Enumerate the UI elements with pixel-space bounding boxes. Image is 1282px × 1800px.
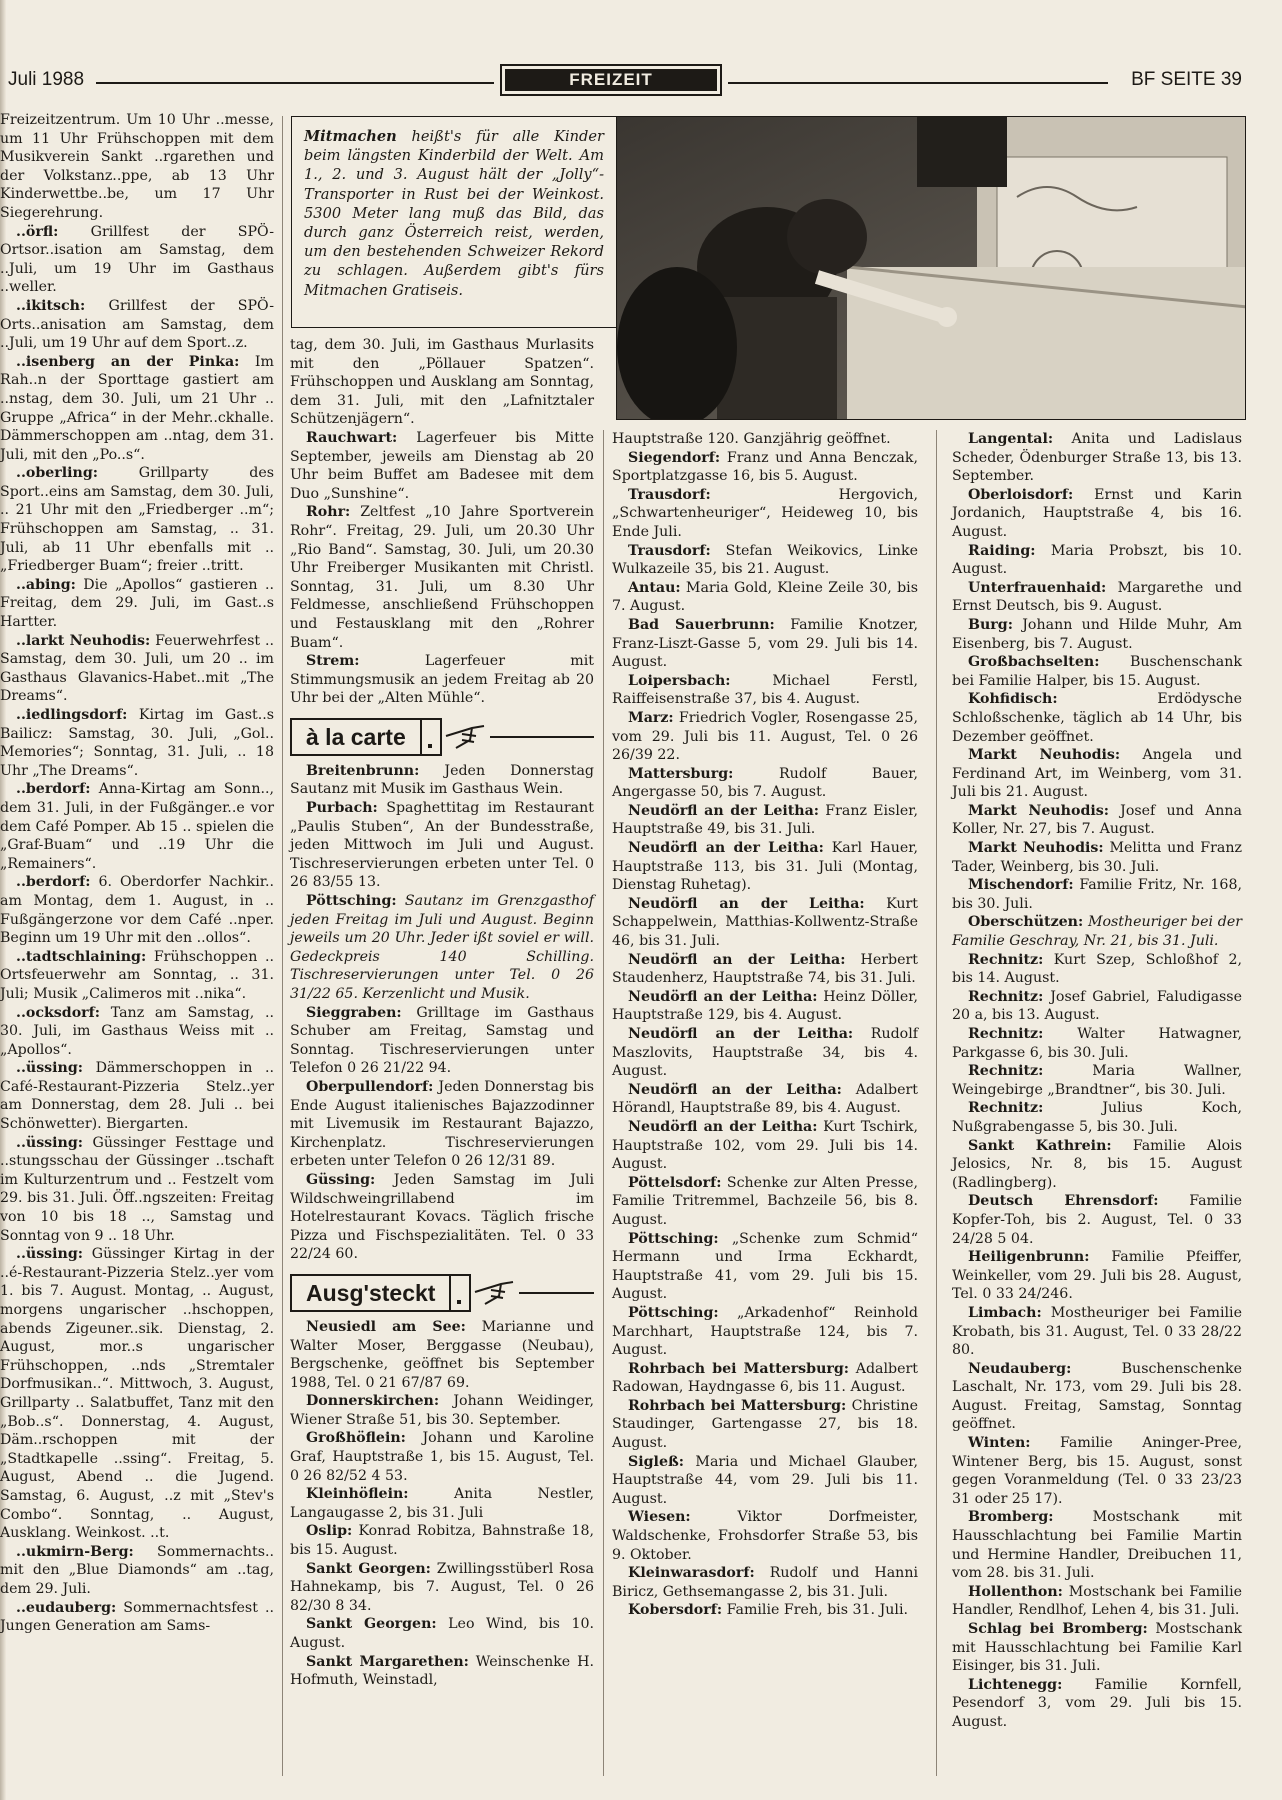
listing-entry <box>290 1560 594 1616</box>
listing-entry <box>612 672 918 709</box>
listing-entry <box>612 1397 918 1453</box>
listing-text: Michael Ferstl, Raiffeisenstraße 37, bis 4. August. <box>612 672 918 708</box>
listing-place: Neudörfl an der Leitha: <box>628 1026 854 1042</box>
listing-text: Christine Staudinger, Gartengasse 27, bis 18. August. <box>612 1397 918 1452</box>
listing-text: Grillfest der SPÖ-Ortsor..isation am Samstag, dem ..Juli, um 19 Uhr im Gasthaus ..weller. <box>0 223 274 296</box>
listing-text: Mostschank mit Hausschlachtung bei Familie Karl Eisinger, bis 31. Juli. <box>952 1621 1242 1675</box>
listing-place: Neudauberg: <box>968 1360 1072 1377</box>
listing-place: Güssing: <box>306 1171 376 1188</box>
listing-entry <box>290 1485 594 1522</box>
column-3 <box>612 430 918 1620</box>
listing-text: Franz und Anna Benczak, Sportplatzgasse 16, bis 5. August. <box>612 449 918 485</box>
listing-entry <box>612 895 918 951</box>
listing-place: Winten: <box>968 1435 1031 1452</box>
listing-place: Heiligenbrunn: <box>968 1249 1090 1266</box>
ausgsteckt-title: Ausg'steckt <box>290 1274 451 1312</box>
listing-entry <box>952 746 1242 802</box>
listing-place: Neusiedl am See: <box>306 1318 466 1335</box>
listing-entry <box>0 948 274 1004</box>
column-rule <box>936 430 937 1776</box>
column-rule <box>282 116 283 1776</box>
listing-place: Rohrbach bei Mattersburg: <box>628 1360 850 1377</box>
listing-entry <box>290 1653 594 1690</box>
listing-place: Kleinwarasdorf: <box>628 1565 755 1582</box>
listing-place: Loipersbach: <box>628 672 731 689</box>
listing-entry <box>0 1543 274 1599</box>
listing-text: Familie Kopfer-Toh, bis 2. August, Tel. 0 33 24/28 5 04. <box>952 1193 1242 1247</box>
listing-text: Spaghettitag im Restaurant „Paulis Stuben“, An der Bundesstraße, jeden Mittwoch im Juli und August. Tischreservierungen erbeten unter Tel. 0 26 83/55 13. <box>290 800 594 891</box>
listing-text: Melitta und Franz Tader, Weinberg, bis 30. Juli. <box>952 840 1242 875</box>
listing-place: ..ikitsch: <box>16 297 86 314</box>
listing-place: ..üssing: <box>16 1060 84 1077</box>
listing-place: Trausdorf: <box>628 542 711 559</box>
listing-entry <box>0 297 274 353</box>
listing-entry <box>612 1304 918 1360</box>
listing-place: Langental: <box>968 431 1054 447</box>
listing-text: Anna-Kirtag am Sonn.., dem 31. Juli, in der Fußgänger..e vor dem Café Pomper. Ab 15 .. spielen die „Graf-Buam“ und ..19 Uhr die „Remainers“. <box>0 781 274 872</box>
listing-place: Mischendorf: <box>968 877 1074 894</box>
listing-text: Maria Gold, Kleine Zeile 30, bis 7. August. <box>612 579 918 615</box>
listing-place: Neudörfl an der Leitha: <box>628 840 824 857</box>
listing-text: Weinschenke H. Hofmuth, Weinstadl, <box>290 1653 594 1689</box>
listing-text: Rudolf Maszlovits, Hauptstraße 34, bis 4. August. <box>612 1026 918 1080</box>
listing-entry <box>952 1583 1242 1620</box>
listing-text: Maria Probszt, bis 10. August. <box>952 542 1242 578</box>
listing-text: Leo Wind, bis 10. August. <box>290 1616 595 1651</box>
photo-image <box>617 117 1246 420</box>
page-header <box>0 62 1282 102</box>
listing-text: Familie Fritz, Nr. 168, bis 30. Juli. <box>952 877 1242 912</box>
listing-text: Maria und Michael Glauber, Hauptstraße 44, vom 29. Juli bis 11. August. <box>612 1453 918 1507</box>
listing-place: Neudörfl an der Leitha: <box>628 1118 818 1135</box>
listing-text: Viktor Dorfmeister, Waldschenke, Frohsdorfer Straße 53, bis 9. Oktober. <box>612 1509 918 1563</box>
listing-place: Markt Neuhodis: <box>968 840 1104 857</box>
listing-place: Rechnitz: <box>968 988 1044 1005</box>
listing-entry <box>612 1081 918 1118</box>
listing-entry <box>952 430 1242 486</box>
listing-entry <box>952 1676 1242 1732</box>
listing-entry <box>952 1434 1242 1508</box>
listing-place: Rauchwart: <box>306 429 398 446</box>
listing-text: Kurt Schappelwein, Matthias-Kollwentz-Straße 46, bis 31. Juli. <box>612 895 919 950</box>
banner-dot <box>422 718 442 756</box>
header-rule-right <box>728 82 1108 84</box>
listing-text: Güssinger Kirtag in der ..é-Restaurant-Pizzeria Stelz..yer vom 1. bis 7. August. Montag, .. August, morgens ungarischer ..hschoppen, abends Zigeuner..sik. Dienstag, 2. August, mor..s ungarischer Frühschoppen, ..nds „Stremtaler Dorfmusikan..“. Mittwoch, 3. August, Grillparty .. Salatbuffet, Tanz mit den „Bob..s“. Donnerstag, 4. August, Däm..rschoppen mit der „Stadtkapelle ..ssing“. Freitag, 5. August, Abend .. die Jugend. Samstag, 6. August, ..z mit „Stev's Combo“. Sonntag, .. August, Ausklang. Weinkost. ..t. <box>0 1246 274 1542</box>
listing-place: Strem: <box>306 653 360 670</box>
listing-place: Pöttsching: <box>628 1230 719 1247</box>
listing-entry <box>612 1360 918 1397</box>
listing-entry <box>612 542 918 579</box>
listing-text: Frühschoppen .. Ortsfeuerwehr am Sonntag, .. 31. Juli; Musik „Calimeros mit ..nika“. <box>0 948 274 1002</box>
listing-text: Zeltfest „10 Jahre Sportverein Rohr“. Freitag, 29. Juli, um 20.30 Uhr „Rio Band“. Samstag, 30. Juli, um 20.30 Uhr Freiberger Musikanten mit Christl. Sonntag, 31. Juli, um 8.30 Uhr Feldmesse, anschließend Frühschoppen und Festausklang mit den „Rohrer Buam“. <box>290 504 594 651</box>
listing-text: Johann und Hilde Muhr, Am Eisenberg, bis 7. August. <box>952 616 1242 652</box>
listing-entry <box>952 1192 1242 1248</box>
caption-lead: Mitmachen <box>304 128 397 145</box>
listing-entry <box>612 616 918 672</box>
listing-text: Adalbert Hörandl, Hauptstraße 89, bis 4. August. <box>612 1081 919 1117</box>
listing-place: Donnerskirchen: <box>306 1393 440 1410</box>
listing-place: Neudörfl an der Leitha: <box>628 988 818 1005</box>
listing-place: ..ocksdorf: <box>16 1004 100 1021</box>
section-label-box <box>500 64 722 96</box>
listing-text: Familie Alois Jelosics, Nr. 8, bis 15. August (Radlingberg). <box>952 1137 1242 1191</box>
listing-place: Bromberg: <box>968 1509 1054 1526</box>
listing-text: Sommernachts.. mit den „Blue Diamonds“ am ..tag, dem 29. Juli. <box>0 1543 274 1597</box>
listing-place: Wiesen: <box>628 1509 691 1526</box>
listing-text: Familie Knotzer, Franz-Liszt-Gasse 5, vom 29. Juli bis 14. August. <box>612 616 918 671</box>
listing-entry <box>952 579 1242 616</box>
listing-text: Anita Nestler, Langaugasse 2, bis 31. Juli <box>290 1486 594 1521</box>
listing-place: Kobersdorf: <box>628 1602 723 1619</box>
listing-text: Konrad Robitza, Bahnstraße 18, bis 15. August. <box>290 1523 594 1559</box>
column-1 <box>0 111 274 1636</box>
listing-entry <box>612 1564 918 1601</box>
listing-entry <box>290 892 594 1004</box>
listing-text: Ernst und Karin Jordanich, Hauptstraße 4, bis 16. August. <box>952 486 1242 540</box>
listing-entry <box>612 802 918 839</box>
listing-entry <box>612 449 918 486</box>
listing-text: Rudolf Bauer, Angergasse 50, bis 7. August. <box>612 765 918 801</box>
listing-text: Lagerfeuer mit Stimmungsmusik an jedem Freitag ab 20 Uhr bei der „Alten Mühle“. <box>290 653 594 707</box>
listing-text: Grillparty des Sport..eins am Samstag, dem 30. Juli, .. 21 Uhr mit den „Friedberger ..m“; Frühschoppen am Samstag, .. 31. Juli, ab 11 Uhr ebenfalls mit .. „Friedberger Buam“; freier ..tritt. <box>0 465 274 575</box>
listing-entry <box>0 706 274 780</box>
listing-text: Feuerwehrfest .. Samstag, dem 30. Juli, um 20 .. im Gasthaus Glavanics-Habet..mit „The Dreams“. <box>0 632 274 705</box>
listing-place: Sankt Margarethen: <box>306 1653 469 1670</box>
listing-entry <box>952 839 1242 876</box>
listing-entry <box>0 780 274 873</box>
listing-text: Johann und Karoline Graf, Hauptstraße 1, bis 15. August, Tel. 0 26 82/52 4 53. <box>290 1430 594 1484</box>
listing-entry <box>952 1304 1242 1360</box>
column-2 <box>290 336 594 1690</box>
listing-text: Adalbert Radowan, Haydngasse 6, bis 11. August. <box>612 1360 918 1396</box>
listing-place: Neudörfl an der Leitha: <box>628 951 846 968</box>
listing-text: Hauptstraße 120. Ganzjährig geöffnet. <box>612 431 891 447</box>
listing-place: Trausdorf: <box>628 486 711 503</box>
listing-entry <box>290 652 594 708</box>
listing-place: Kohfidisch: <box>968 691 1058 708</box>
listing-entry <box>0 1245 274 1543</box>
header-rule-left <box>96 82 494 84</box>
listing-place: Rohrbach bei Mattersburg: <box>628 1397 847 1414</box>
listing-entry <box>0 873 274 947</box>
listing-place: Mattersburg: <box>628 765 734 782</box>
listing-text: Angela und Ferdinand Art, im Weinberg, vom 31. Juli bis 21. August. <box>952 747 1242 801</box>
section-label: FREIZEIT <box>505 69 717 91</box>
listing-text: Güssinger Festtage und ..stungsschau der Güssinger ..tschaft im Kulturzentrum und .. Festzelt vom 29. bis 31. Juli. Öff..ngszeiten: Freitag von 10 bis 18 .., Samstag und Sonntag von 9 .. 18 Uhr. <box>0 1134 274 1244</box>
listing-entry <box>612 1453 918 1509</box>
listing-entry <box>952 876 1242 913</box>
listing-entry <box>0 223 274 297</box>
listing-entry <box>952 486 1242 542</box>
listing-place: ..üssing: <box>16 1134 84 1151</box>
listing-place: Marz: <box>628 709 674 726</box>
listing-entry <box>952 802 1242 839</box>
listing-text: Familie Pfeiffer, Weinkeller, vom 29. Juli bis 28. August, Tel. 0 33 24/246. <box>952 1249 1242 1303</box>
listing-entry <box>612 1118 918 1174</box>
banner-rule <box>490 736 594 738</box>
listing-place: Pöttelsdorf: <box>628 1174 722 1191</box>
listing-text: Mostschank mit Hausschlachtung bei Familie Martin und Hermine Handler, Dreibuchen 11, vom 28. bis 31. Juli. <box>952 1509 1242 1582</box>
listing-text: Familie Kornfell, Pesendorf 3, vom 29. Juli bis 15. August. <box>952 1676 1242 1730</box>
listing-text: Franz Eisler, Hauptstraße 49, bis 31. Juli. <box>612 802 918 838</box>
listing-text: Dämmerschoppen in .. Café-Restaurant-Pizzeria Stelz..yer am Donnerstag, dem 28. Juli .. bei Schönwetter). Biergarten. <box>0 1060 274 1133</box>
header-date: Juli 1988 <box>8 69 85 90</box>
listing-place: Neudörfl an der Leitha: <box>628 1081 842 1098</box>
listing-place: Rechnitz: <box>968 1100 1044 1117</box>
listing-text: Jeden Samstag im Juli Wildschweingrillabend im Hotelrestaurant Kovacs. Täglich frische Pizza und Fischspezialitäten. Tel. 0 33 22/24 60. <box>290 1171 594 1263</box>
listing-entry <box>952 913 1242 950</box>
listing-text: Jeden Donnerstag Sautanz mit Musik im Gasthaus Wein. <box>290 762 594 798</box>
banner-rule <box>519 1292 594 1294</box>
listing-text: Freizeitzentrum. Um 10 Uhr ..messe, um 11 Uhr Frühschoppen mit dem Musikverein Sankt ..rgarethen und der Volkstanz..ppe, ab 13 Uhr Kinderwettbe..be, um 17 Uhr Siegerehrung. <box>0 112 274 221</box>
listing-place: ..üssing: <box>16 1246 84 1263</box>
listing-entry <box>612 1230 918 1304</box>
listing-entry <box>0 632 274 706</box>
listing-text: Herbert Staudenherz, Hauptstraße 74, bis 31. Juli. <box>612 951 919 987</box>
listing-entry <box>612 1601 918 1620</box>
listing-text: Buschenschenke Laschalt, Nr. 173, vom 29. Juli bis 28. August. Freitag, Samstag, Sonntag geöffnet. <box>952 1360 1242 1433</box>
listing-place: ..abing: <box>16 576 76 593</box>
listing-entry <box>0 1134 274 1246</box>
listing-entry <box>290 1171 594 1264</box>
listing-place: Purbach: <box>306 800 378 817</box>
listing-text: Familie Freh, bis 31. Juli. <box>722 1602 908 1619</box>
column-2-restaurants <box>290 762 594 1264</box>
listing-text: Im Rah..n der Sporttage gastiert am ..nstag, dem 30. Juli, um 21 Uhr .. Gruppe „Africa“ in der Mehr..ckhalle. Dämmerschoppen am ..ntag, dem 31. Juli, mit den „Po..s“. <box>0 353 274 463</box>
listing-entry <box>0 1059 274 1133</box>
listing-place: ..eudauberg: <box>16 1599 117 1616</box>
listing-place: Breitenbrunn: <box>306 762 420 779</box>
listing-text: Sommernachtsfest .. Jungen Generation am Sams- <box>0 1599 274 1635</box>
listing-text: Grilltage im Gasthaus Schuber am Freitag, Samstag und Sonntag. Tischreservierungen unter Telefon 0 26 21/22 94. <box>290 1004 594 1077</box>
listing-text: Julius Koch, Nußgrabengasse 5, bis 30. Juli. <box>952 1100 1242 1135</box>
listing-entry <box>612 486 918 542</box>
listing-place: ..ukmirn-Berg: <box>16 1543 134 1560</box>
listing-text: Zwillingsstüberl Rosa Hahnekamp, bis 7. August, Tel. 0 26 82/30 8 34. <box>290 1560 594 1614</box>
listing-entry <box>0 576 274 632</box>
listing-entry <box>290 1004 594 1078</box>
listing-entry <box>0 1004 274 1060</box>
listing-entry <box>952 1062 1242 1099</box>
listing-entry <box>612 430 918 449</box>
listing-entry <box>0 1599 274 1636</box>
listing-place: Markt Neuhodis: <box>968 802 1109 819</box>
listing-place: Oberschützen: <box>968 914 1084 931</box>
listing-entry <box>952 1508 1242 1582</box>
listing-text: Maria Wallner, Weingebirge „Brandtner“, bis 30. Juli. <box>952 1063 1242 1098</box>
listing-entry <box>290 1318 594 1392</box>
listing-place: Rechnitz: <box>968 951 1044 968</box>
listing-entry <box>612 765 918 802</box>
listing-place: Sankt Georgen: <box>306 1560 431 1577</box>
listing-entry <box>612 951 918 988</box>
listing-entry <box>290 1392 594 1429</box>
listing-text: „Arkadenhof“ Reinhold Marchhart, Hauptstraße 124, bis 7. August. <box>612 1304 918 1359</box>
listing-place: Deutsch Ehrensdorf: <box>968 1193 1159 1210</box>
listing-text: Buschenschank bei Familie Halper, bis 15. August. <box>952 654 1242 689</box>
listing-entry <box>612 988 918 1025</box>
listing-place: Burg: <box>968 616 1013 633</box>
listing-entry <box>952 1025 1242 1062</box>
listing-place: Oberloisdorf: <box>968 486 1074 503</box>
pointing-hand-icon <box>471 1274 517 1312</box>
column-2-events <box>290 336 594 708</box>
listing-entry <box>290 799 594 892</box>
listing-text: Josef und Anna Koller, Nr. 27, bis 7. August. <box>952 802 1242 838</box>
listing-text: 6. Oberdorfer Nachkir.. am Montag, dem 1. August, in .. Fußgängerzone vor dem Café ..nper. Beginn um 19 Uhr mit den ..ollos“. <box>0 874 274 947</box>
listing-place: Rechnitz: <box>968 1063 1044 1080</box>
column-rule <box>603 430 604 1776</box>
listing-place: Rohr: <box>306 504 351 521</box>
listing-entry <box>952 542 1242 579</box>
listing-text: Margarethe und Ernst Deutsch, bis 9. August. <box>952 579 1242 615</box>
listing-entry <box>290 1615 594 1652</box>
listing-place: Siegendorf: <box>628 449 721 466</box>
listing-entry <box>612 1174 918 1230</box>
listing-place: ..oberling: <box>16 465 99 482</box>
listing-entry <box>290 1429 594 1485</box>
listing-place: Hollenthon: <box>968 1583 1063 1600</box>
listing-place: ..berdorf: <box>16 874 91 891</box>
listing-entry <box>952 1099 1242 1136</box>
listing-entry <box>952 616 1242 653</box>
listing-entry <box>952 1137 1242 1193</box>
listing-place: Sankt Georgen: <box>306 1616 437 1633</box>
listing-text: Sautanz im Grenzgasthof jeden Freitag im Juli und August. Beginn jeweils um 20 Uhr. Jeder ißt soviel er will. Gedeckpreis 140 Schilling. Tischreservierungen unter Tel. 0 26 31/22 65. Kerzenlicht und Musik. <box>290 893 594 1002</box>
column-2-heurige <box>290 1318 594 1690</box>
listing-place: ..iedlingsdorf: <box>16 707 128 723</box>
listing-place: Limbach: <box>968 1304 1042 1321</box>
a-la-carte-title: à la carte <box>290 718 422 756</box>
listing-text: Karl Hauer, Hauptstraße 113, bis 31. Juli (Montag, Dienstag Ruhetag). <box>612 840 918 894</box>
header-page-number: BF SEITE 39 <box>1131 69 1242 90</box>
listing-place: Großbachselten: <box>968 654 1100 671</box>
listing-place: Neudörfl an der Leitha: <box>628 802 820 819</box>
listing-place: Oslip: <box>306 1523 353 1540</box>
listing-text: Johann Weidinger, Wiener Straße 51, bis 30. September. <box>290 1393 594 1428</box>
listing-text: Walter Hatwagner, Parkgasse 6, bis 30. Juli. <box>952 1026 1242 1061</box>
listing-entry <box>0 464 274 576</box>
listing-place: Pöttsching: <box>628 1304 719 1321</box>
listing-text: Stefan Weikovics, Linke Wulkazeile 35, bis 21. August. <box>612 542 918 578</box>
listing-entry <box>290 1522 594 1559</box>
listing-place: Sieggraben: <box>306 1004 402 1021</box>
a-la-carte-banner <box>290 718 594 756</box>
listing-place: Sigleß: <box>628 1453 684 1470</box>
listing-text: Lagerfeuer bis Mitte September, jeweils am Dienstag ab 20 Uhr beim Buffet am Badesee mit dem Duo „Sunshine“. <box>290 429 594 502</box>
listing-text: Die „Apollos“ gastieren .. Freitag, dem 29. Juli, im Gast..s Hartter. <box>0 576 274 631</box>
ausgsteckt-banner <box>290 1274 594 1312</box>
listing-text: Erdödysche Schloßschenke, täglich ab 14 Uhr, bis Dezember geöffnet. <box>952 691 1242 745</box>
listing-place: ..isenberg an der Pinka: <box>16 353 240 370</box>
listing-text: Mostheuriger bei Familie Krobath, bis 31. August, Tel. 0 33 28/22 80. <box>952 1304 1242 1359</box>
listing-place: ..tadtschlaining: <box>16 948 147 965</box>
listing-place: ..örfl: <box>16 223 59 240</box>
photo-caption <box>291 116 617 328</box>
listing-text: Familie Aninger-Pree, Wintener Berg, bis 15. August, sonst gegen Voranmeldung (Tel. 0 33 23/23 31 oder 25 17). <box>952 1435 1242 1507</box>
listing-place: Pöttsching: <box>306 893 397 910</box>
listing-place: Antau: <box>628 579 681 596</box>
listing-text: Hergovich, „Schwartenheuriger“, Heideweg 10, bis Ende Juli. <box>612 486 918 540</box>
listing-entry <box>290 1078 594 1171</box>
listing-entry <box>0 111 274 223</box>
listing-place: Bad Sauerbrunn: <box>628 616 775 633</box>
listing-entry <box>290 336 594 429</box>
listing-entry <box>0 353 274 465</box>
listing-entry <box>612 1508 918 1564</box>
listing-place: Neudörfl an der Leitha: <box>628 895 865 912</box>
listing-text: Josef Gabriel, Faludigasse 20 a, bis 13. August. <box>952 988 1242 1024</box>
listing-entry <box>952 1360 1242 1434</box>
listing-place: Lichtenegg: <box>968 1676 1063 1693</box>
listing-entry <box>290 429 594 503</box>
listing-place: ..berdorf: <box>16 781 91 798</box>
listing-entry <box>952 951 1242 988</box>
listing-place: Rechnitz: <box>968 1026 1044 1042</box>
listing-place: Markt Neuhodis: <box>968 747 1121 764</box>
listing-entry <box>612 709 918 765</box>
listing-text: Kurt Tschirk, Hauptstraße 102, vom 29. Juli bis 14. August. <box>612 1118 919 1173</box>
listing-entry <box>612 839 918 895</box>
listing-text: Tanz am Samstag, .. 30. Juli, im Gasthaus Weiss mit .. „Apollos“. <box>0 1004 274 1058</box>
listing-entry <box>290 503 594 652</box>
caption-text: heißt's für alle Kinder beim längsten Kinderbild der Welt. Am 1., 2. und 3. August hält der „Jolly“-Transporter in Rust bei der Weinkost. 5300 Meter lang muß das Bild, das durch ganz Österreich reist, werden, um den bestehenden Schweizer Rekord zu schlagen. Außerdem gibt's fürs Mitmachen Gratiseis. <box>304 128 604 299</box>
listing-place: Unterfrauenhaid: <box>968 579 1107 596</box>
pointing-hand-icon <box>442 718 488 756</box>
listing-entry <box>952 1620 1242 1676</box>
listing-text: Jeden Donnerstag bis Ende August italienisches Bajazzodinner mit Livemusik im Restaurant Bajazzo, Kirchenplatz. Tischreservierungen erbeten unter Telefon 0 26 12/31 89. <box>290 1078 594 1170</box>
listing-place: Raiding: <box>968 542 1036 559</box>
listing-text: Grillfest der SPÖ-Orts..anisation am Samstag, dem ..Juli, um 19 Uhr auf dem Sport..z. <box>0 297 274 352</box>
children-painting-photo <box>616 116 1246 420</box>
listing-entry <box>952 1248 1242 1304</box>
listing-entry <box>952 653 1242 690</box>
listing-place: Schlag bei Bromberg: <box>968 1621 1148 1637</box>
listing-text: Kirtag im Gast..s Bailicz: Samstag, 30. Juli, „Gol.. Memories“; Sonntag, 31. Juli, .. 18 Uhr „The Dreams“. <box>0 707 274 779</box>
listing-text: Mostheuriger bei der Familie Geschray, Nr. 21, bis 31. Juli. <box>952 914 1242 950</box>
column-4 <box>952 430 1242 1732</box>
listing-entry <box>612 579 918 616</box>
listing-text: Mostschank bei Familie Handler, Rendlhof, Lehen 4, bis 31. Juli. <box>952 1583 1242 1619</box>
listing-text: Kurt Szep, Schloßhof 2, bis 14. August. <box>952 951 1242 987</box>
listing-text: tag, dem 30. Juli, im Gasthaus Murlasits mit den „Pöllauer Spatzen“. Frühschoppen und Ausklang am Sonntag, dem 31. Juli, mit den „Lafnitztaler Schützenjägern“. <box>290 337 594 428</box>
listing-entry <box>612 1025 918 1081</box>
listing-text: „Schenke zum Schmid“ Hermann und Irma Eckhardt, Hauptstraße 41, vom 29. Juli bis 15. August. <box>612 1230 918 1303</box>
listing-entry <box>290 762 594 799</box>
listing-text: Schenke zur Alten Presse, Familie Tritremmel, Bachzeile 56, bis 8. August. <box>612 1174 918 1228</box>
listing-text: Heinz Döller, Hauptstraße 129, bis 4. August. <box>612 988 918 1024</box>
banner-dot <box>451 1274 471 1312</box>
listing-text: Marianne und Walter Moser, Berggasse (Neubau), Bergschenke, geöffnet bis September 1988, Tel. 0 21 67/87 69. <box>290 1318 594 1391</box>
listing-place: Großhöflein: <box>306 1430 406 1447</box>
listing-entry <box>952 988 1242 1025</box>
listing-text: Anita und Ladislaus Scheder, Ödenburger Straße 13, bis 13. September. <box>952 431 1242 485</box>
listing-entry <box>952 690 1242 746</box>
listing-text: Friedrich Vogler, Rosengasse 25, vom 29. Juli bis 11. August, Tel. 0 26 26/39 22. <box>612 709 918 764</box>
listing-text: Rudolf und Hanni Biricz, Gethsemangasse 2, bis 31. Juli. <box>612 1565 918 1600</box>
listing-place: Kleinhöflein: <box>306 1486 409 1503</box>
listing-place: Sankt Kathrein: <box>968 1137 1112 1154</box>
listing-place: Oberpullendorf: <box>306 1078 434 1095</box>
listing-place: ..larkt Neuhodis: <box>16 632 151 649</box>
